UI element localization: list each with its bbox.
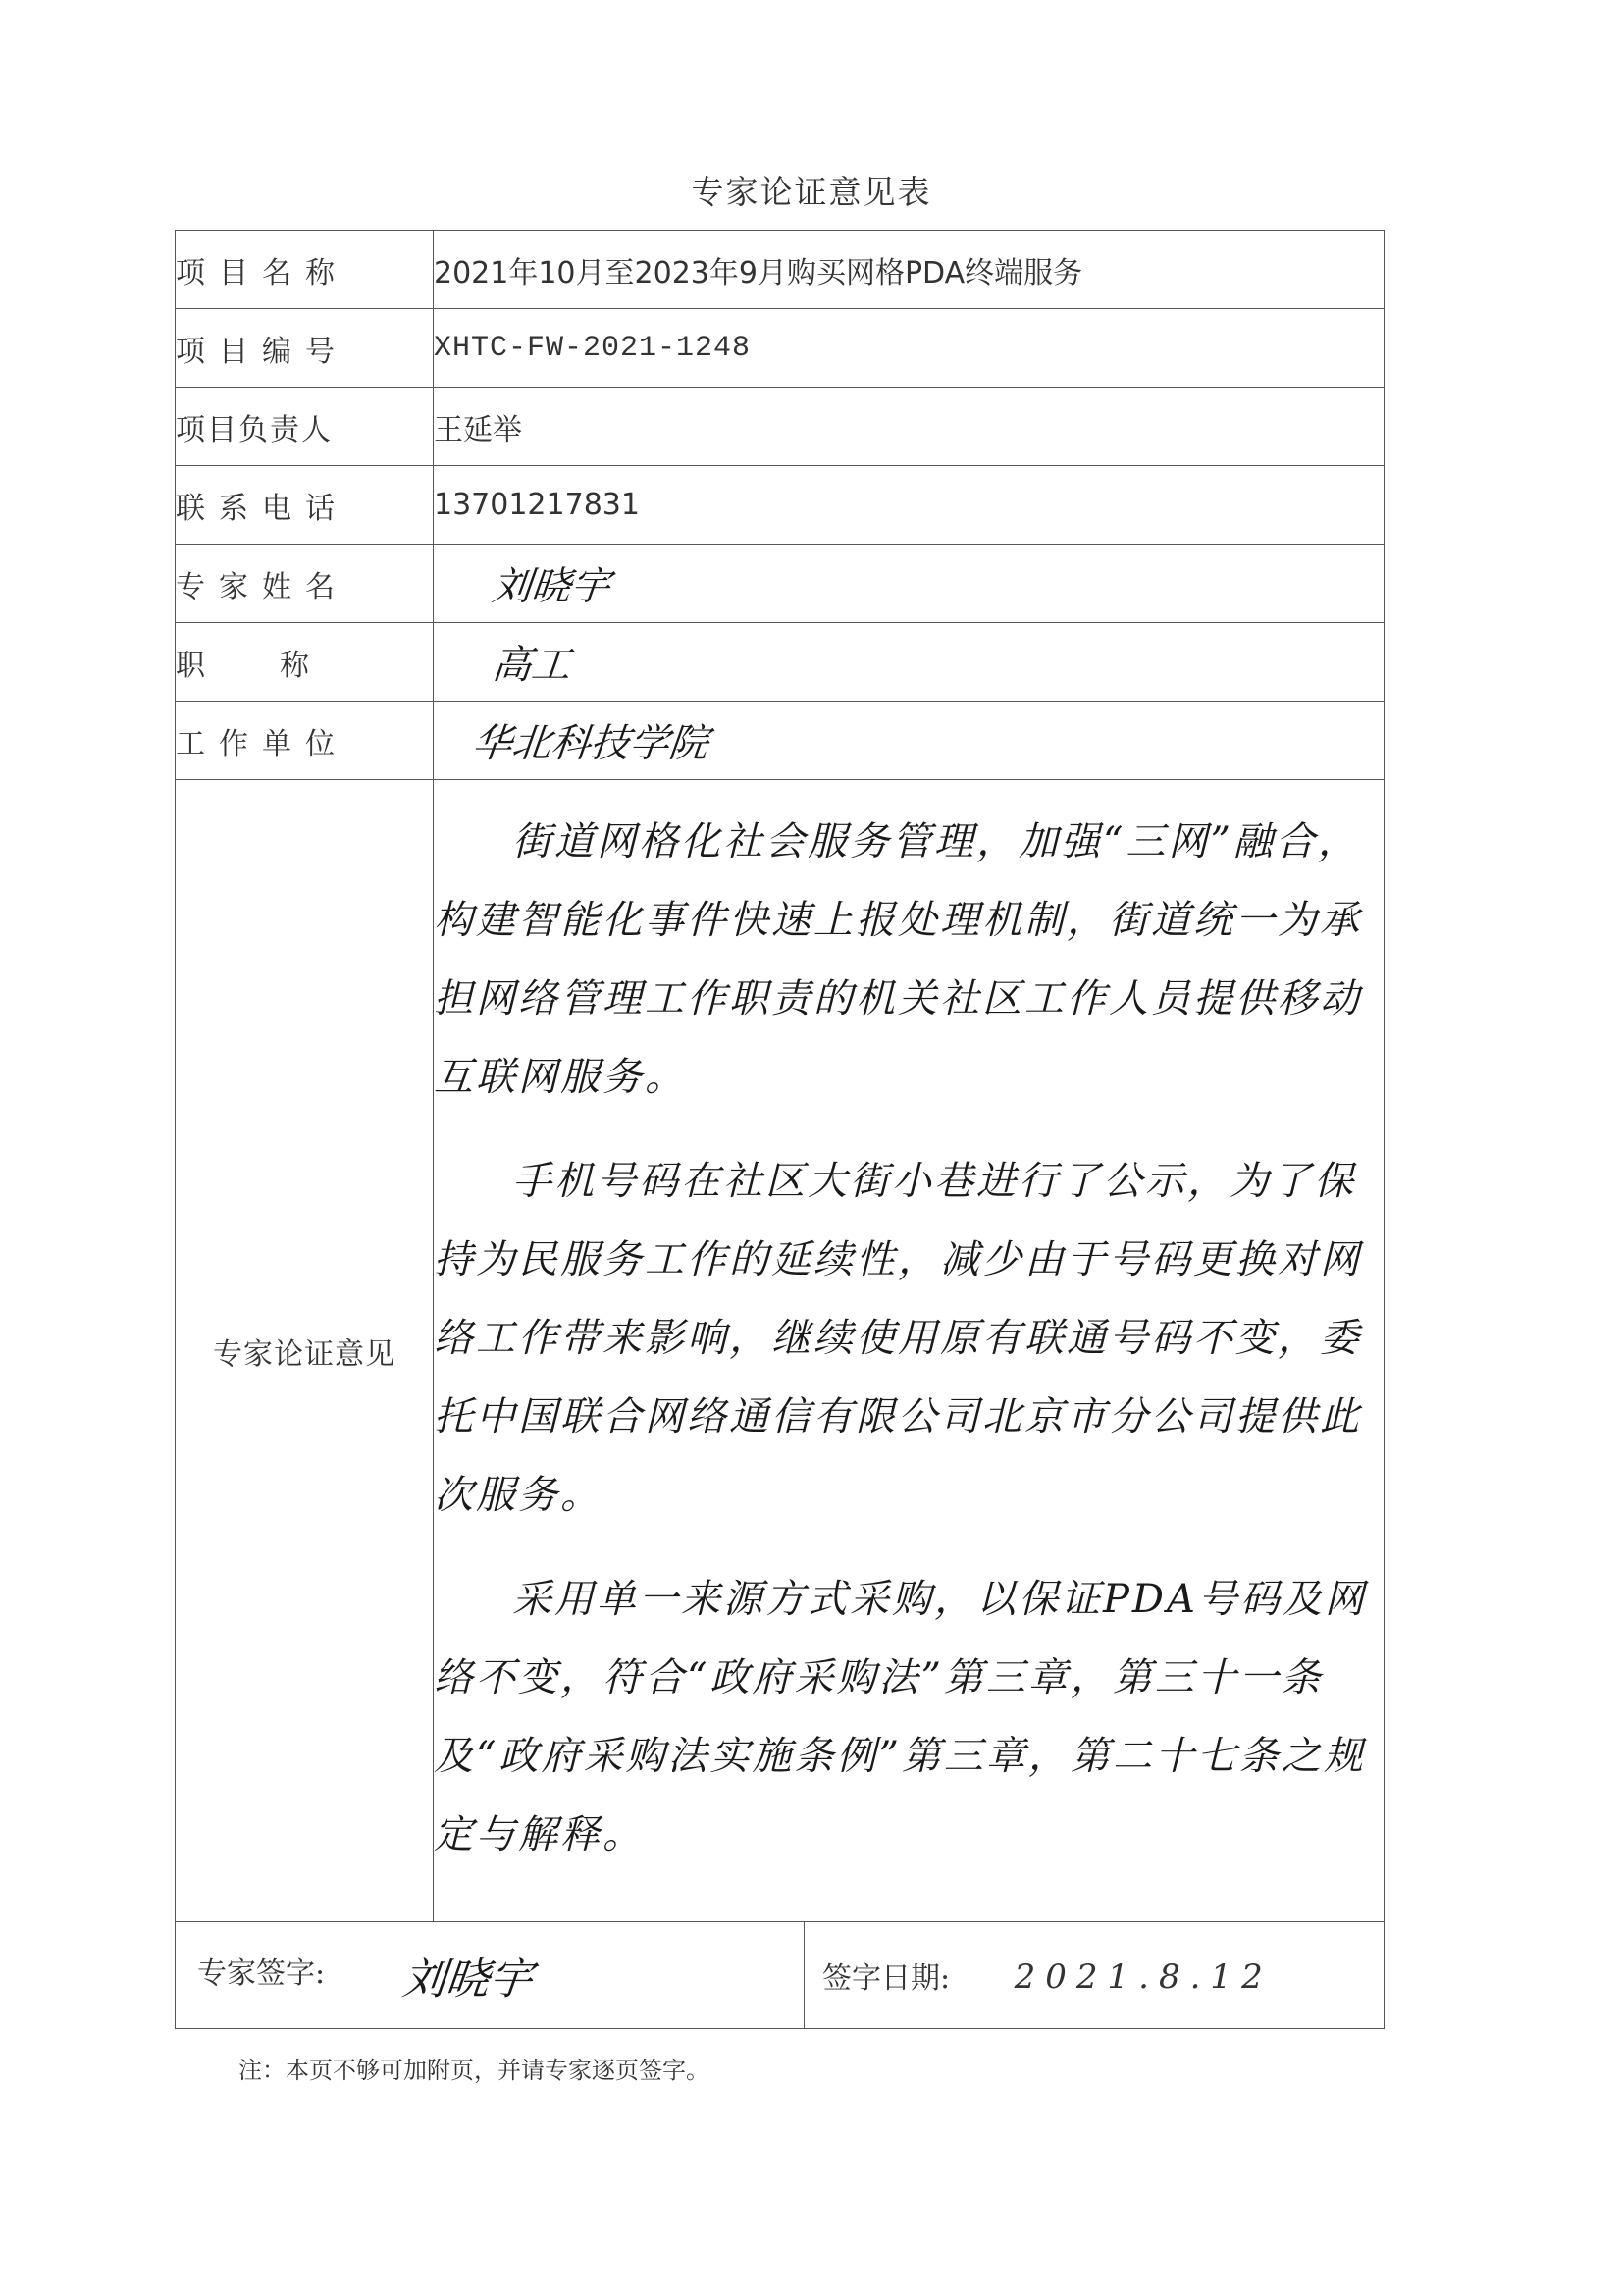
opinion-paragraph: 采用单一来源方式采购，以保证PDA号码及网络不变，符合“政府采购法”第三章，第三十一条及“政府采购法实施条例”第三章，第二十七条之规定与解释。	[434, 1576, 1367, 1857]
title-rank-cell	[434, 623, 1385, 702]
row-phone	[176, 466, 1385, 545]
row-project-number	[176, 309, 1385, 388]
project-number-value: XHTC-FW-2021-1248	[434, 309, 1385, 388]
row-title-rank	[176, 623, 1385, 702]
expert-name-handwritten: 刘晓宇	[490, 564, 613, 609]
expert-opinion-form	[175, 230, 1385, 2029]
signature-handwritten: 刘晓宇	[399, 1955, 535, 2005]
project-name-label: 项目名称	[176, 231, 434, 309]
page-title: 专家论证意见表	[691, 173, 932, 211]
signature-date-label: 签字日期:	[822, 1961, 951, 1996]
phone-label: 联系电话	[176, 466, 434, 545]
title-rank-label: 职称	[176, 623, 434, 702]
opinion-body	[434, 780, 1385, 1922]
opinion-paragraph: 手机号码在社区大街小巷进行了公示，为了保持为民服务工作的延续性，减少由于号码更换对网络工作带来影响，继续使用原有联通号码不变，委托中国联合网络通信有限公司北京市分公司提供此次服务。	[434, 1158, 1362, 1518]
phone-value: 13701217831	[434, 466, 1385, 545]
row-project-name	[176, 231, 1385, 309]
row-project-leader	[176, 388, 1385, 466]
row-signature	[176, 1922, 1385, 2029]
opinion-label: 专家论证意见	[176, 780, 434, 1922]
expert-name-label: 专家姓名	[176, 545, 434, 623]
project-name-value: 2021年10月至2023年9月购买网格PDA终端服务	[434, 231, 1385, 309]
project-leader-label: 项目负责人	[176, 388, 434, 466]
expert-name-cell	[434, 545, 1385, 623]
row-opinion	[176, 780, 1385, 1922]
signature-label: 专家签字:	[197, 1957, 326, 1991]
opinion-paragraph: 街道网格化社会服务管理，加强“三网”融合，构建智能化事件快速上报处理机制，街道统一为承担网络管理工作职责的机关社区工作人员提供移动互联网服务。	[434, 818, 1362, 1100]
signature-date-value: 2021.8.12	[1014, 1957, 1273, 1997]
project-number-label: 项目编号	[176, 309, 434, 388]
project-leader-value: 王延举	[434, 388, 1385, 466]
row-expert-name	[176, 545, 1385, 623]
signature-cell	[176, 1922, 805, 2029]
signature-date-cell	[805, 1922, 1385, 2029]
work-unit-handwritten: 华北科技学院	[470, 721, 711, 766]
title-rank-handwritten: 高工	[490, 643, 574, 688]
work-unit-cell	[434, 702, 1385, 780]
footnote: 注：本页不够可加附页，并请专家逐页签字。	[238, 2057, 709, 2084]
row-work-unit	[176, 702, 1385, 780]
work-unit-label: 工作单位	[176, 702, 434, 780]
